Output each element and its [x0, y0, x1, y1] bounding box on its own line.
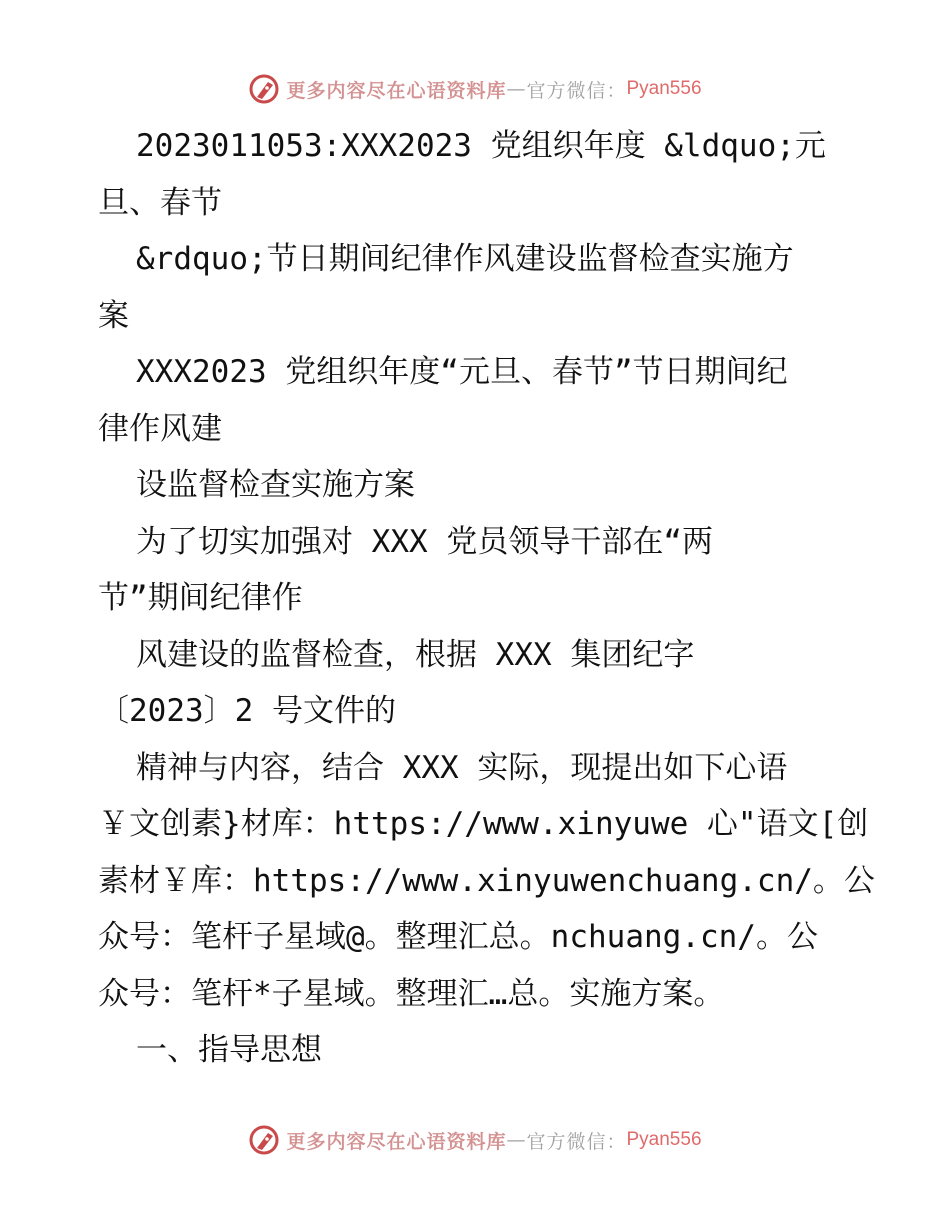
text-line: 一、指导思想 — [136, 1032, 322, 1068]
text-line: 素材￥库：https://www.xinyuwenchuang.cn/。公 — [98, 862, 875, 899]
document-body — [98, 118, 875, 1079]
header-watermark — [0, 69, 950, 109]
text-line: 〔2023〕2 号文件的 — [98, 693, 396, 729]
pen-nib-logo-icon — [248, 73, 280, 105]
watermark-official-label: 官方微信： — [526, 79, 627, 102]
text-line: 案 — [98, 297, 129, 334]
watermark-brand: 更多内容尽在心语资料库 — [286, 79, 507, 102]
footer-watermark — [0, 1120, 950, 1160]
text-line: &rdquo;节日期间纪律作风建设监督检查实施方 — [136, 241, 794, 277]
text-line: 风建设的监督检查，根据 XXX 集团纪字 — [136, 636, 695, 673]
text-line: ￥文创素}材库：https://www.xinyuwe 心"语文[创 — [98, 806, 869, 842]
watermark-dash: — — [506, 78, 527, 100]
text-line: 节”期间纪律作 — [98, 580, 303, 616]
text-line: 2023011053:XXX2023 党组织年度 &ldquo;元 — [136, 128, 826, 164]
watermark-dash: — — [506, 1129, 527, 1151]
text-line: 律作风建 — [98, 410, 222, 447]
text-line: XXX2023 党组织年度“元旦、春节”节日期间纪 — [136, 354, 788, 390]
text-line: 为了切实加强对 XXX 党员领导干部在“两 — [136, 523, 713, 560]
pen-nib-logo-icon — [248, 1124, 280, 1156]
text-line: 众号：笔杆子星域@。整理汇总。nchuang.cn/。公 — [98, 919, 818, 955]
text-line: 众号：笔杆*子星域。整理汇…总。实施方案。 — [98, 975, 725, 1012]
watermark-official-label: 官方微信： — [526, 1130, 627, 1153]
text-line: 设监督检查实施方案 — [136, 467, 415, 503]
text-line: 旦、春节 — [98, 184, 222, 221]
watermark-wechat-id: Pyan556 — [626, 1129, 702, 1150]
watermark-wechat-id: Pyan556 — [626, 78, 702, 99]
watermark-brand: 更多内容尽在心语资料库 — [286, 1130, 507, 1153]
text-line: 精神与内容，结合 XXX 实际，现提出如下心语 — [136, 749, 788, 786]
